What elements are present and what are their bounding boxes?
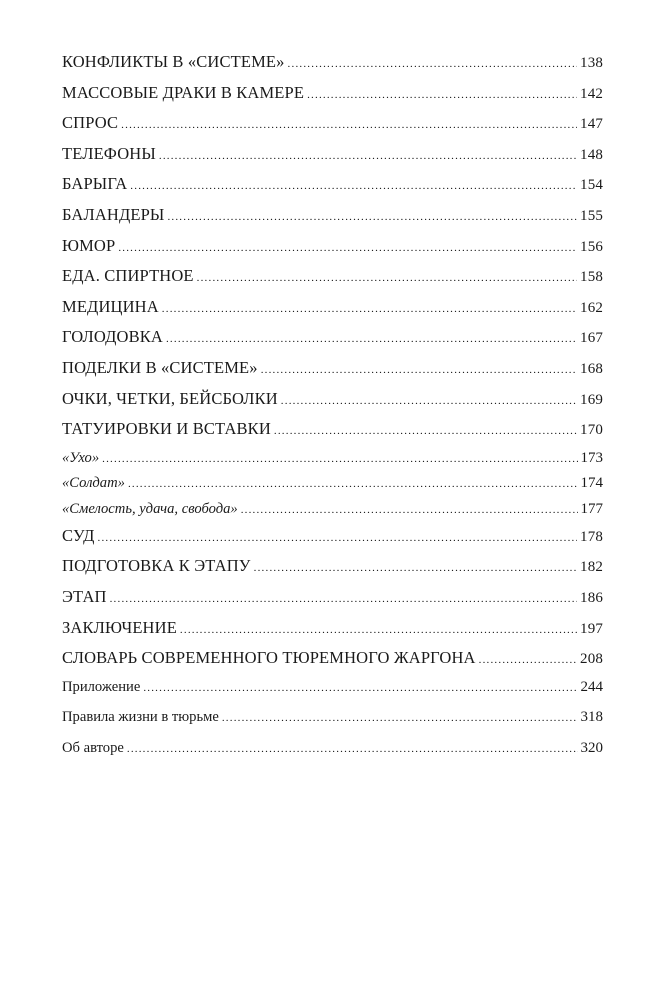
toc-entry-title: «Солдат»	[62, 475, 125, 492]
toc-entry-page: 169	[580, 391, 603, 408]
toc-entry-title: ЕДА. СПИРТНОЕ	[62, 266, 194, 286]
dot-leader	[288, 58, 578, 70]
dot-leader	[121, 119, 577, 131]
toc-entry-page: 318	[580, 709, 603, 726]
dot-leader	[479, 654, 577, 666]
dot-leader	[307, 89, 577, 101]
toc-entry-page: 162	[580, 299, 603, 316]
toc-entry-page: 173	[580, 449, 603, 466]
toc-entry[interactable]	[62, 419, 603, 450]
toc-entry-title: КОНФЛИКТЫ В «СИСТЕМЕ»	[62, 52, 285, 71]
toc-entry-title: ТАТУИРОВКИ И ВСТАВКИ	[62, 419, 271, 439]
dot-leader	[241, 504, 578, 516]
toc-entry[interactable]	[62, 709, 603, 740]
dot-leader	[222, 712, 578, 724]
toc-entry[interactable]	[62, 358, 603, 389]
toc-entry-title: ТЕЛЕФОНЫ	[62, 143, 156, 163]
toc-entry-title: ЮМОР	[62, 235, 116, 255]
toc-entry[interactable]	[62, 266, 603, 297]
toc-entry-title: «Смелость, удача, свобода»	[62, 500, 238, 517]
toc-entry-title: ЭТАП	[62, 587, 107, 607]
toc-entry-page: 208	[580, 651, 603, 668]
toc-entry-title: ОЧКИ, ЧЕТКИ, БЕЙСБОЛКИ	[62, 388, 278, 408]
toc-entry[interactable]	[62, 740, 603, 771]
dot-leader	[166, 333, 577, 345]
toc-entry-page: 158	[580, 269, 603, 286]
toc-entry-page: 197	[580, 620, 603, 637]
toc-subentry[interactable]	[62, 450, 603, 475]
toc-entry-title: СПРОС	[62, 113, 119, 133]
toc-entry-page: 148	[580, 146, 603, 163]
toc-entry[interactable]	[62, 83, 603, 114]
toc-entry[interactable]	[62, 236, 603, 267]
toc-entry[interactable]	[62, 389, 603, 420]
dot-leader	[102, 453, 577, 465]
dot-leader	[261, 364, 577, 376]
dot-leader	[127, 743, 578, 755]
toc-entry-title: СУД	[62, 525, 95, 545]
toc-entry[interactable]	[62, 526, 603, 557]
toc-entry-title: Приложение	[62, 678, 141, 695]
toc-subentry[interactable]	[62, 501, 603, 526]
toc-entry[interactable]	[62, 144, 603, 175]
toc-entry-page: 167	[580, 330, 603, 347]
dot-leader	[162, 303, 577, 315]
toc-entry[interactable]	[62, 587, 603, 618]
toc-entry-page: 155	[580, 207, 603, 224]
toc-entry-title: БАРЫГА	[62, 174, 128, 194]
toc-entry-page: 177	[580, 500, 603, 517]
toc-entry[interactable]	[62, 679, 603, 710]
toc-entry-title: Об авторе	[62, 740, 124, 757]
toc-entry-page: 142	[580, 85, 603, 102]
toc-entry-title: ПОДГОТОВКА К ЭТАПУ	[62, 556, 251, 576]
toc-entry-title: МАССОВЫЕ ДРАКИ В КАМЕРЕ	[62, 82, 305, 102]
dot-leader	[128, 478, 578, 490]
toc-entry-title: «Ухо»	[62, 449, 100, 466]
toc-entry-page: 182	[580, 559, 603, 576]
dot-leader	[143, 682, 577, 694]
toc-entry[interactable]	[62, 327, 603, 358]
toc-entry-page: 170	[580, 422, 603, 439]
dot-leader	[159, 150, 577, 162]
toc-subentry[interactable]	[62, 475, 603, 500]
toc-entry[interactable]	[62, 556, 603, 587]
toc-entry-page: 174	[580, 475, 603, 492]
toc-entry-title: ПОДЕЛКИ В «СИСТЕМЕ»	[62, 357, 258, 377]
dot-leader	[98, 532, 578, 544]
toc-entry[interactable]	[62, 174, 603, 205]
toc-entry[interactable]	[62, 297, 603, 328]
dot-leader	[130, 180, 577, 192]
dot-leader	[197, 272, 577, 284]
toc-entry-title: МЕДИЦИНА	[62, 296, 159, 316]
toc-entry-page: 138	[580, 55, 603, 71]
toc-entry-page: 147	[580, 116, 603, 133]
dot-leader	[281, 395, 577, 407]
toc-entry[interactable]	[62, 618, 603, 649]
toc-entry[interactable]	[62, 205, 603, 236]
toc-entry-page: 178	[580, 528, 603, 545]
toc-entry-title: БАЛАНДЕРЫ	[62, 204, 165, 224]
toc-entry[interactable]	[62, 648, 603, 679]
dot-leader	[180, 624, 577, 636]
toc-entry[interactable]	[62, 52, 603, 83]
dot-leader	[167, 211, 577, 223]
dot-leader	[274, 425, 577, 437]
dot-leader	[118, 242, 577, 254]
toc-entry-page: 186	[580, 590, 603, 607]
toc-entry-title: ЗАКЛЮЧЕНИЕ	[62, 617, 177, 637]
toc-entry-title: СЛОВАРЬ СОВРЕМЕННОГО ТЮРЕМНОГО ЖАРГОНА	[62, 648, 476, 668]
toc-entry[interactable]	[62, 113, 603, 144]
dot-leader	[110, 593, 577, 605]
toc-entry-page: 244	[580, 678, 603, 695]
toc-entry-page: 154	[580, 177, 603, 194]
toc-entry-page: 168	[580, 360, 603, 377]
toc-entry-page: 156	[580, 238, 603, 255]
toc-entry-title: Правила жизни в тюрьме	[62, 709, 219, 726]
toc-entry-title: ГОЛОДОВКА	[62, 327, 163, 347]
toc-entry-page: 320	[580, 740, 603, 757]
dot-leader	[254, 562, 577, 574]
table-of-contents	[62, 52, 603, 771]
